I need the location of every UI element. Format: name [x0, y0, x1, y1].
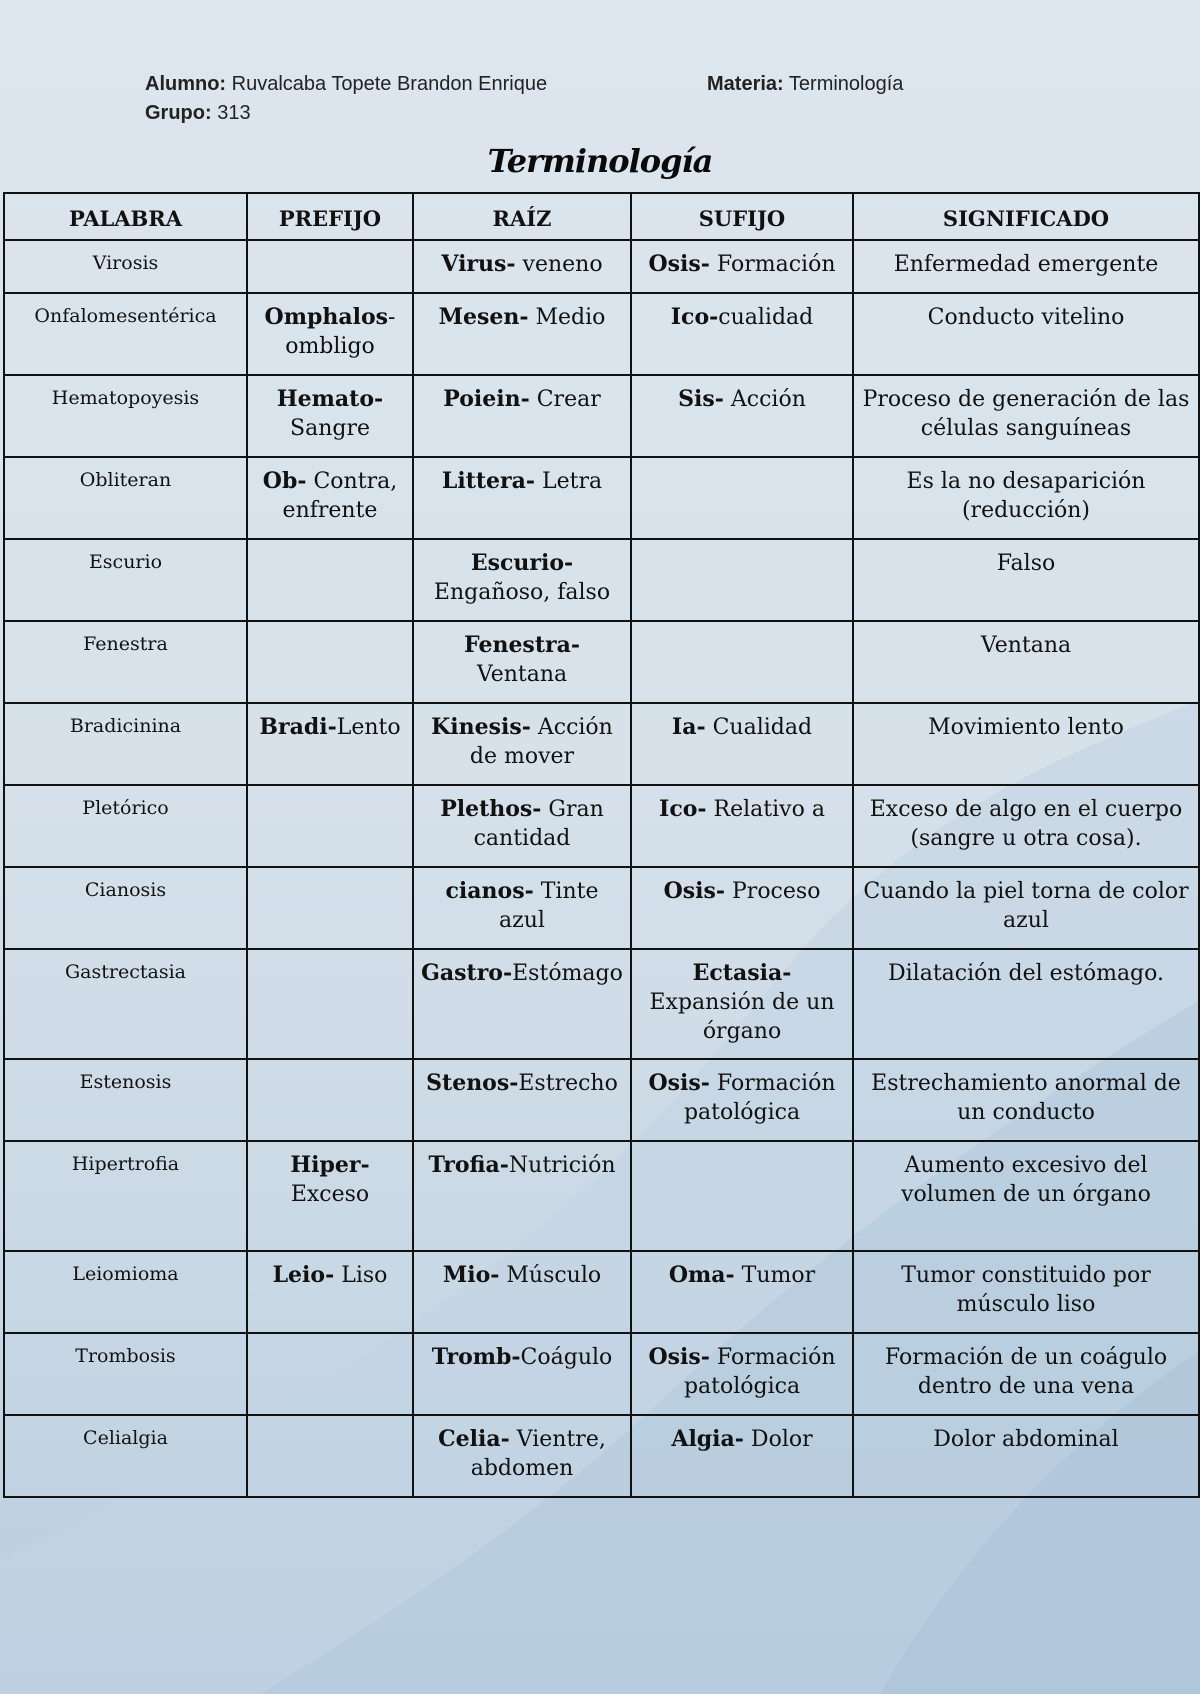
cell-palabra: [4, 703, 247, 785]
cell-prefijo: [247, 1251, 413, 1333]
cell-sufijo-text: cualidad: [718, 305, 814, 330]
cell-palabra: [4, 240, 247, 293]
cell-significado-text: Es la no desaparición (reducción): [906, 469, 1146, 523]
cell-raiz-term: Mesen-: [438, 304, 529, 330]
cell-raiz: [413, 457, 631, 539]
cell-sufijo-term: Osis-: [663, 878, 725, 904]
cell-significado-text: Cuando la piel torna de color azul: [863, 879, 1189, 933]
student-line: [145, 73, 547, 96]
cell-sufijo: [631, 1415, 853, 1497]
cell-prefijo-text: Contra, enfrente: [282, 469, 398, 523]
group-line: [145, 102, 251, 125]
cell-palabra-text: Pletórico: [82, 797, 169, 819]
cell-significado-text: Proceso de generación de las células sanguíneas: [862, 387, 1190, 441]
cell-palabra-text: Virosis: [92, 252, 159, 274]
table-row: [4, 949, 1199, 1059]
cell-raiz-term: Fenestra-: [464, 632, 580, 658]
cell-prefijo: [247, 1415, 413, 1497]
cell-palabra-text: Hipertrofia: [71, 1153, 180, 1175]
cell-significado-text: Falso: [996, 551, 1056, 576]
cell-raiz-text: Estrecho: [518, 1071, 618, 1096]
cell-prefijo: [247, 1059, 413, 1141]
cell-palabra-text: Bradicinina: [69, 715, 182, 737]
header-prefijo: PREFIJO: [247, 193, 413, 240]
cell-prefijo-term: Ob-: [262, 468, 307, 494]
cell-prefijo-text: Liso: [334, 1263, 388, 1288]
cell-significado: [853, 785, 1199, 867]
cell-sufijo: [631, 1251, 853, 1333]
cell-sufijo-text: Acción: [723, 387, 806, 412]
cell-prefijo: [247, 1333, 413, 1415]
cell-sufijo: [631, 293, 853, 375]
cell-sufijo-text: Expansión de un órgano: [649, 990, 835, 1044]
cell-palabra: [4, 785, 247, 867]
table-header-row: [4, 193, 1199, 240]
cell-sufijo: [631, 867, 853, 949]
cell-prefijo: [247, 785, 413, 867]
cell-prefijo: [247, 457, 413, 539]
cell-palabra-text: Gastrectasia: [65, 961, 186, 983]
header-palabra: PALABRA: [4, 193, 247, 240]
cell-palabra: [4, 1141, 247, 1251]
cell-sufijo-term: Ico-: [670, 304, 719, 330]
cell-prefijo-text: Sangre: [290, 416, 370, 441]
cell-raiz-term: Plethos-: [440, 796, 542, 822]
cell-palabra-text: Trombosis: [75, 1345, 176, 1367]
cell-sufijo: [631, 457, 853, 539]
cell-prefijo-term: Bradi-: [259, 714, 337, 740]
cell-sufijo-term: Osis-: [648, 251, 710, 277]
cell-significado: [853, 1141, 1199, 1251]
cell-raiz: [413, 1141, 631, 1251]
cell-raiz-text: Medio: [528, 305, 606, 330]
cell-raiz-text: Nutrición: [508, 1153, 616, 1178]
cell-significado: [853, 240, 1199, 293]
cell-sufijo-term: Ico-: [659, 796, 707, 822]
subject-label: Materia:: [707, 73, 784, 95]
table-row: [4, 1141, 1199, 1251]
cell-raiz: [413, 949, 631, 1059]
cell-significado: [853, 293, 1199, 375]
cell-raiz-term: Tromb-: [431, 1344, 521, 1370]
student-name: Ruvalcaba Topete Brandon Enrique: [231, 73, 548, 95]
cell-sufijo-text: Dolor: [743, 1427, 813, 1452]
cell-palabra: [4, 867, 247, 949]
cell-palabra: [4, 375, 247, 457]
subject-value: Terminología: [788, 73, 904, 95]
cell-sufijo: [631, 949, 853, 1059]
cell-significado-text: Movimiento lento: [928, 715, 1124, 740]
cell-prefijo-term: Hemato-: [276, 386, 384, 412]
cell-palabra-text: Obliteran: [79, 469, 172, 491]
cell-prefijo: [247, 375, 413, 457]
cell-prefijo-term: Leio-: [272, 1262, 335, 1288]
cell-significado: [853, 621, 1199, 703]
cell-significado-text: Dolor abdominal: [933, 1427, 1119, 1452]
cell-sufijo-text: Formación: [709, 252, 836, 277]
cell-raiz-text: veneno: [515, 252, 603, 277]
cell-significado: [853, 375, 1199, 457]
header-sufijo: SUFIJO: [631, 193, 853, 240]
cell-palabra: [4, 1059, 247, 1141]
cell-raiz-term: Gastro-: [421, 960, 513, 986]
cell-significado-text: Conducto vitelino: [927, 305, 1125, 330]
cell-sufijo-text: Relativo a: [706, 797, 825, 822]
cell-prefijo: [247, 867, 413, 949]
cell-significado: [853, 539, 1199, 621]
cell-palabra-text: Escurio: [88, 551, 163, 573]
cell-sufijo-term: Osis-: [648, 1070, 710, 1096]
cell-prefijo-term: Hiper-: [290, 1152, 370, 1178]
cell-sufijo-term: Sis-: [678, 386, 724, 412]
cell-prefijo: [247, 240, 413, 293]
cell-prefijo: [247, 949, 413, 1059]
cell-raiz: [413, 240, 631, 293]
cell-raiz-text: Músculo: [499, 1263, 602, 1288]
cell-significado: [853, 703, 1199, 785]
table-row: [4, 785, 1199, 867]
cell-significado-text: Ventana: [980, 633, 1072, 658]
header-significado: SIGNIFICADO: [853, 193, 1199, 240]
cell-significado: [853, 1333, 1199, 1415]
cell-sufijo-text: Proceso: [725, 879, 821, 904]
cell-significado: [853, 949, 1199, 1059]
cell-raiz-term: Celia-: [438, 1426, 510, 1452]
cell-raiz-text: Estómago: [512, 961, 623, 986]
cell-palabra-text: Estenosis: [79, 1071, 172, 1093]
cell-raiz: [413, 293, 631, 375]
cell-raiz-term: Trofia-: [428, 1152, 509, 1178]
cell-sufijo: [631, 240, 853, 293]
cell-sufijo-term: Oma-: [668, 1262, 735, 1288]
cell-raiz-text: Crear: [529, 387, 601, 412]
cell-prefijo: [247, 1141, 413, 1251]
cell-sufijo: [631, 621, 853, 703]
table-row: [4, 1415, 1199, 1497]
table-row: [4, 1251, 1199, 1333]
cell-significado-text: Formación de un coágulo dentro de una vena: [884, 1345, 1168, 1399]
cell-sufijo-text: Cualidad: [705, 715, 813, 740]
cell-palabra-text: Celialgia: [83, 1427, 168, 1449]
cell-sufijo: [631, 1333, 853, 1415]
cell-raiz-term: Escurio-: [470, 550, 574, 576]
table-row: [4, 539, 1199, 621]
cell-prefijo: [247, 621, 413, 703]
cell-palabra: [4, 457, 247, 539]
cell-prefijo-text: Exceso: [290, 1182, 370, 1207]
cell-palabra: [4, 621, 247, 703]
cell-sufijo-term: Ectasia-: [692, 960, 792, 986]
table-row: [4, 240, 1199, 293]
cell-raiz: [413, 1415, 631, 1497]
cell-raiz: [413, 785, 631, 867]
table-row: [4, 703, 1199, 785]
cell-significado-text: Exceso de algo en el cuerpo (sangre u otra cosa).: [869, 797, 1183, 851]
cell-sufijo: [631, 375, 853, 457]
cell-sufijo: [631, 785, 853, 867]
cell-palabra: [4, 949, 247, 1059]
cell-palabra: [4, 539, 247, 621]
cell-prefijo-term: Omphalos: [264, 304, 389, 330]
cell-palabra: [4, 293, 247, 375]
cell-raiz-term: Stenos-: [426, 1070, 519, 1096]
page-title: Terminología: [487, 142, 713, 180]
cell-prefijo: [247, 539, 413, 621]
cell-raiz-term: Poiein-: [443, 386, 530, 412]
cell-raiz: [413, 621, 631, 703]
cell-palabra-text: Leiomioma: [72, 1263, 179, 1285]
group-value: 313: [217, 102, 251, 124]
cell-sufijo-term: Ia-: [671, 714, 706, 740]
cell-significado: [853, 1251, 1199, 1333]
group-label: Grupo:: [145, 102, 212, 124]
cell-raiz-text: Gran cantidad: [473, 797, 604, 851]
table-row: [4, 621, 1199, 703]
terminology-table: [3, 192, 1200, 1498]
cell-raiz-term: cianos-: [445, 878, 534, 904]
cell-raiz: [413, 867, 631, 949]
cell-significado-text: Enfermedad emergente: [893, 252, 1159, 277]
header-raiz: RAÍZ: [413, 193, 631, 240]
cell-palabra-text: Cianosis: [84, 879, 167, 901]
cell-sufijo: [631, 1059, 853, 1141]
cell-significado-text: Aumento excesivo del volumen de un órgano: [901, 1153, 1151, 1207]
table-row: [4, 1059, 1199, 1141]
table-row: [4, 375, 1199, 457]
cell-palabra: [4, 1415, 247, 1497]
table-row: [4, 293, 1199, 375]
cell-palabra: [4, 1251, 247, 1333]
cell-significado-text: Estrechamiento anormal de un conducto: [871, 1071, 1181, 1125]
cell-raiz-text: Letra: [535, 469, 603, 494]
cell-significado-text: Tumor constituido por músculo liso: [901, 1263, 1151, 1317]
subject-line: [707, 73, 903, 96]
cell-significado-text: Dilatación del estómago.: [888, 961, 1164, 986]
cell-raiz-text: Coágulo: [520, 1345, 613, 1370]
cell-significado: [853, 457, 1199, 539]
cell-sufijo-term: Osis-: [648, 1344, 710, 1370]
cell-raiz-term: Kinesis-: [431, 714, 531, 740]
cell-prefijo: [247, 293, 413, 375]
cell-significado: [853, 1059, 1199, 1141]
cell-prefijo-text: -ombligo: [285, 305, 396, 359]
cell-prefijo-text: Lento: [336, 715, 401, 740]
student-label: Alumno:: [145, 73, 227, 95]
cell-raiz-text: Engañoso, falso: [433, 580, 611, 605]
cell-palabra: [4, 1333, 247, 1415]
cell-sufijo-text: Formación patológica: [683, 1345, 836, 1399]
cell-significado: [853, 1415, 1199, 1497]
cell-raiz-term: Virus-: [441, 251, 516, 277]
cell-significado: [853, 867, 1199, 949]
cell-sufijo-term: Algia-: [671, 1426, 744, 1452]
cell-raiz-text: Vientre, abdomen: [470, 1427, 606, 1481]
cell-prefijo: [247, 703, 413, 785]
cell-raiz: [413, 1333, 631, 1415]
cell-raiz: [413, 539, 631, 621]
cell-sufijo: [631, 1141, 853, 1251]
cell-palabra-text: Fenestra: [83, 633, 168, 655]
cell-raiz: [413, 703, 631, 785]
cell-sufijo: [631, 703, 853, 785]
table-row: [4, 867, 1199, 949]
cell-sufijo-text: Formación patológica: [683, 1071, 836, 1125]
cell-sufijo: [631, 539, 853, 621]
table-row: [4, 457, 1199, 539]
cell-raiz: [413, 1251, 631, 1333]
cell-palabra-text: Onfalomesentérica: [34, 305, 217, 327]
cell-raiz-text: Tinte azul: [499, 879, 599, 933]
cell-palabra-text: Hematopoyesis: [51, 387, 200, 409]
cell-raiz-term: Littera-: [441, 468, 535, 494]
cell-raiz-term: Mio-: [442, 1262, 500, 1288]
table-row: [4, 1333, 1199, 1415]
cell-raiz: [413, 1059, 631, 1141]
cell-raiz: [413, 375, 631, 457]
cell-raiz-text: Acción de mover: [469, 715, 613, 769]
cell-raiz-text: Ventana: [476, 662, 568, 687]
cell-sufijo-text: Tumor: [734, 1263, 816, 1288]
